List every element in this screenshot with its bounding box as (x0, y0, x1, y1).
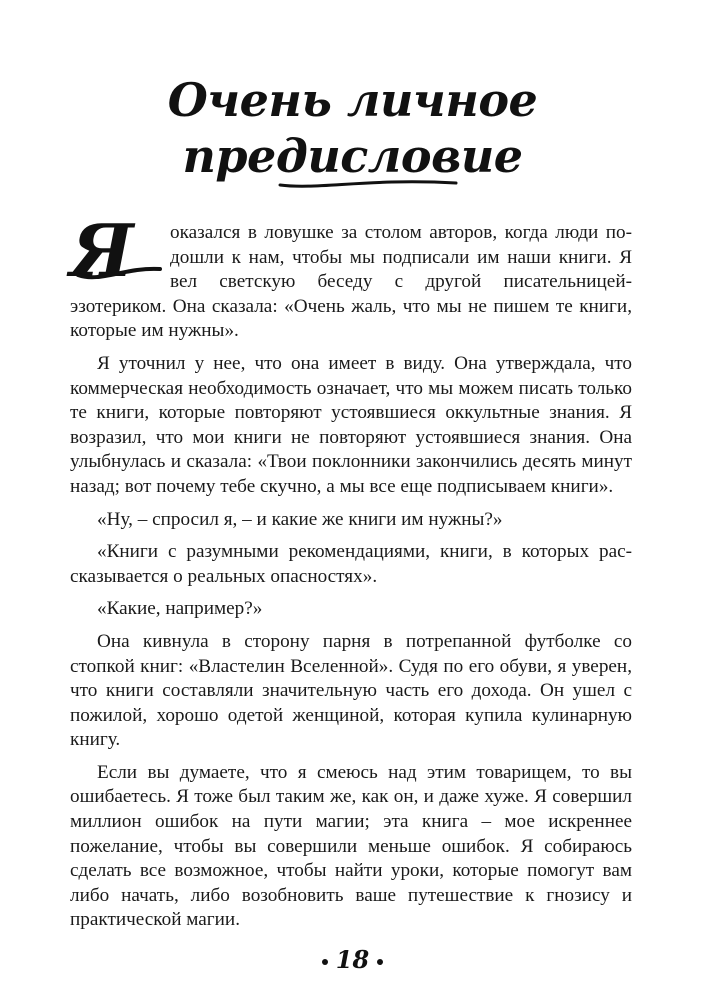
drop-cap-swash-decoration (70, 223, 162, 285)
drop-cap (70, 208, 162, 293)
title-flourish-decoration (278, 176, 458, 192)
paragraph-4: «Книги с разумными рекомендациями, книги, в которых рассказывается о реальных опасностях». (70, 541, 632, 587)
page-number-dot-right (377, 959, 383, 965)
paragraph-1 (70, 208, 632, 344)
chapter-title-line-2: предисловие (182, 129, 523, 183)
paragraph-3: «Ну, – спросил я, – и какие же книги им нужны?» (97, 508, 503, 530)
page-number (0, 945, 705, 975)
body-text (70, 208, 632, 941)
drop-cap-letter: Я (70, 208, 134, 293)
paragraph-6: Она кивнула в сторону парня в потрепанной футболке со стопкой книг: «Властелин Вселенной». Судя по его обуви, я уверен, что книги составляли значительную часть его дохода. Он ушел с пожилой, хорошо одетой женщиной, которая купила кулинарную книгу. (70, 630, 632, 751)
paragraph-5: «Какие, например?» (97, 598, 263, 620)
paragraph-7: Если вы думаете, что я смеюсь над этим товарищем, то вы ошибаетесь. Я тоже был таким же, как он, и даже хуже. Я совершил миллион ошибок на пути магии; эта книга – мое искреннее пожелание, чтобы вы совершили меньше ошибок. Я собираюсь сделать все возможное, чтобы найти уроки, которые помогут вам либо начать, либо возобновить ваше путешествие к гнозису и практической магии. (70, 761, 632, 931)
page-number-dot-left (322, 959, 328, 965)
paragraph-2: Я уточнил у нее, что она имеет в виду. Она утверждала, что коммерческая необходимость означает, что мы можем писать только те книги, которые повторяют устоявшиеся оккультные знания. Я возразил, что мои книги не повторяют устоявшиеся знания. Она улыбнулась и сказала: «Твои поклонники закончились десять минут назад; вот почему тебе скучно, а мы все еще подписываем книги». (70, 352, 632, 497)
paragraph-1-text: оказался в ловушке за столом авторов, когда люди подошли к нам, чтобы мы подписали им наши книги. Я вел светскую беседу с другой писательницей-эзотериком. Она сказала: «Очень жаль, что мы не пишем те книги, которые им нужны». (70, 222, 632, 342)
chapter-title-line-1: Очень личное (167, 73, 538, 127)
page-number-value: 18 (335, 945, 370, 974)
